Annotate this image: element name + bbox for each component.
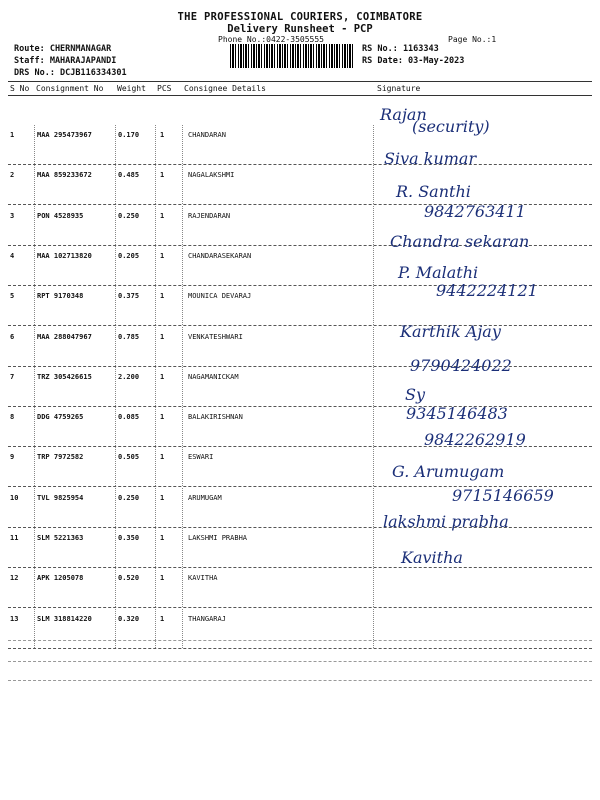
- column-divider: [373, 568, 374, 607]
- row-pcs: 1: [160, 211, 165, 220]
- route-label: Route: CHERNMANAGAR: [14, 44, 112, 54]
- row-consignee: VENKATESHWARI: [188, 332, 243, 341]
- column-divider: [182, 367, 183, 406]
- row-pcs: 1: [160, 493, 165, 502]
- column-divider: [155, 568, 156, 607]
- col-sno: S No: [10, 84, 30, 93]
- row-signature: Rajan: [380, 105, 427, 124]
- rs-date: RS Date: 03-May-2023: [362, 56, 465, 66]
- column-divider: [182, 165, 183, 204]
- row-sno: 12: [10, 574, 19, 583]
- row-separator: [8, 607, 592, 608]
- row-sno: 13: [10, 614, 19, 623]
- row-sno: 4: [10, 251, 15, 260]
- col-consignment: Consignment No: [36, 84, 104, 93]
- column-divider: [182, 568, 183, 607]
- column-divider: [115, 407, 116, 446]
- row-consignee: RAJENDARAN: [188, 211, 231, 220]
- row-pcs: 1: [160, 332, 165, 341]
- row-consignee: MOUNICA DEVARAJ: [188, 292, 252, 301]
- row-signature-note: 9345146483: [406, 404, 508, 423]
- row-weight: 0.320: [118, 614, 140, 623]
- column-divider: [115, 609, 116, 648]
- row-weight: 0.485: [118, 171, 140, 180]
- column-divider: [373, 206, 374, 245]
- row-signature-note: 9715146659: [452, 486, 554, 505]
- column-divider: [155, 246, 156, 285]
- column-divider: [373, 488, 374, 527]
- row-signature-note: (security): [412, 117, 490, 136]
- phone-number: Phone No.:0422-3505555: [218, 35, 324, 44]
- column-divider: [155, 528, 156, 567]
- row-sno: 1: [10, 131, 15, 139]
- row-signature: lakshmi prabha: [383, 512, 509, 531]
- row-weight: 0.375: [118, 292, 140, 301]
- row-sno: 3: [10, 211, 15, 220]
- column-divider: [182, 528, 183, 567]
- row-weight: 2.200: [118, 372, 140, 381]
- row-consignee: BALAKIRISHNAN: [188, 413, 243, 422]
- column-divider: [34, 568, 35, 607]
- rs-number: RS No.: 1163343: [362, 44, 439, 54]
- row-signature: G. Arumugam: [392, 462, 505, 481]
- row-pcs: 1: [160, 131, 165, 139]
- row-consignee: ARUMUGAM: [188, 493, 222, 502]
- row-sno: 10: [10, 493, 19, 502]
- row-consignment: MAA 859233672: [37, 171, 92, 180]
- row-signature: P. Malathi: [398, 263, 479, 282]
- row-weight: 0.085: [118, 413, 140, 422]
- column-divider: [155, 327, 156, 366]
- column-divider: [115, 327, 116, 366]
- row-separator: [8, 648, 592, 649]
- row-signature: Siva kumar: [384, 149, 477, 168]
- column-divider: [373, 528, 374, 567]
- row-pcs: 1: [160, 292, 165, 301]
- column-divider: [155, 286, 156, 325]
- row-sno: 8: [10, 413, 15, 422]
- row-weight: 0.520: [118, 574, 140, 583]
- row-pcs: 1: [160, 413, 165, 422]
- column-divider: [373, 447, 374, 486]
- row-consignment: MAA 295473967: [37, 131, 92, 139]
- row-pcs: 1: [160, 251, 165, 260]
- row-consignment: RPT 9170348: [37, 292, 84, 301]
- column-divider: [155, 165, 156, 204]
- row-consignment: TRP 7972582: [37, 453, 84, 462]
- row-signature: Sy: [405, 385, 425, 404]
- column-divider: [34, 206, 35, 245]
- row-separator: [8, 567, 592, 568]
- row-consignee: NAGAMANICKAM: [188, 372, 239, 381]
- column-divider: [115, 367, 116, 406]
- row-consignee: NAGALAKSHMI: [188, 171, 235, 180]
- column-divider: [373, 407, 374, 446]
- row-sno: 2: [10, 171, 15, 180]
- company-title: THE PROFESSIONAL COURIERS, COIMBATORE: [177, 11, 423, 23]
- col-weight: Weight: [117, 84, 146, 93]
- column-divider: [155, 488, 156, 527]
- row-signature: R. Santhi: [396, 182, 471, 201]
- column-divider: [115, 206, 116, 245]
- column-divider: [182, 407, 183, 446]
- column-divider: [115, 447, 116, 486]
- row-consignment: SLM 5221363: [37, 534, 84, 542]
- row-consignment: TRZ 305426615: [37, 372, 92, 381]
- column-divider: [182, 327, 183, 366]
- row-consignment: MAA 288047967: [37, 332, 92, 341]
- header-rule-top: [8, 81, 592, 82]
- row-sno: 11: [10, 534, 19, 542]
- column-divider: [155, 407, 156, 446]
- row-consignment: PON 4528935: [37, 211, 84, 220]
- column-divider: [373, 165, 374, 204]
- row-separator: [8, 325, 592, 326]
- column-divider: [115, 246, 116, 285]
- row-consignee: CHANDARASEKARAN: [188, 251, 252, 260]
- row-signature-note: 9842763411: [424, 202, 526, 221]
- column-divider: [34, 488, 35, 527]
- row-sno: 7: [10, 372, 15, 381]
- column-divider: [182, 286, 183, 325]
- row-weight: 0.785: [118, 332, 140, 341]
- column-divider: [182, 125, 183, 164]
- row-weight: 0.250: [118, 493, 140, 502]
- row-sno: 6: [10, 332, 15, 341]
- column-divider: [182, 447, 183, 486]
- row-pcs: 1: [160, 171, 165, 180]
- column-divider: [34, 528, 35, 567]
- column-divider: [155, 125, 156, 164]
- column-divider: [155, 447, 156, 486]
- header-rule-bottom: [8, 95, 592, 96]
- column-divider: [182, 609, 183, 648]
- column-divider: [155, 609, 156, 648]
- row-consignment: TVL 9825954: [37, 493, 84, 502]
- row-consignee: ESWARI: [188, 453, 214, 462]
- row-weight: 0.505: [118, 453, 140, 462]
- column-divider: [373, 609, 374, 648]
- col-signature: Signature: [377, 84, 421, 93]
- column-divider: [34, 246, 35, 285]
- row-pcs: 1: [160, 372, 165, 381]
- column-divider: [155, 206, 156, 245]
- barcode: [230, 44, 355, 68]
- column-divider: [34, 125, 35, 164]
- column-divider: [34, 407, 35, 446]
- column-divider: [34, 447, 35, 486]
- staff-label: Staff: MAHARAJAPANDI: [14, 56, 117, 66]
- row-pcs: 1: [160, 614, 165, 623]
- blank-rule: [8, 661, 592, 662]
- row-pcs: 1: [160, 574, 165, 583]
- column-divider: [373, 327, 374, 366]
- column-divider: [373, 246, 374, 285]
- row-signature: Karthik Ajay: [400, 322, 501, 341]
- column-divider: [115, 488, 116, 527]
- row-consignee: THANGARAJ: [188, 614, 226, 623]
- row-consignee: LAKSHMI PRABHA: [188, 534, 248, 542]
- row-consignment: APK 1205078: [37, 574, 84, 583]
- row-weight: 0.205: [118, 251, 140, 260]
- row-signature-note: 9790424022: [410, 356, 512, 375]
- row-weight: 0.170: [118, 131, 140, 139]
- row-consignee: CHANDARAN: [188, 131, 226, 139]
- column-divider: [182, 246, 183, 285]
- column-divider: [182, 206, 183, 245]
- row-signature-note: 9442224121: [436, 281, 538, 300]
- row-separator: [8, 164, 592, 165]
- row-consignment: DDG 4759265: [37, 413, 84, 422]
- row-consignment: SLM 318814220: [37, 614, 92, 623]
- runsheet-title: Delivery Runsheet - PCP: [227, 23, 373, 35]
- row-weight: 0.250: [118, 211, 140, 220]
- col-pcs: PCS: [157, 84, 172, 93]
- column-divider: [115, 165, 116, 204]
- col-consignee: Consignee Details: [184, 84, 266, 93]
- column-divider: [182, 488, 183, 527]
- row-sno: 9: [10, 453, 15, 462]
- row-consignment: MAA 102713820: [37, 251, 92, 260]
- column-divider: [34, 609, 35, 648]
- column-divider: [34, 286, 35, 325]
- drs-number: DRS No.: DCJB116334301: [14, 68, 127, 78]
- column-divider: [155, 367, 156, 406]
- column-divider: [373, 286, 374, 325]
- column-divider: [115, 568, 116, 607]
- row-consignee: KAVITHA: [188, 574, 218, 583]
- blank-rule: [8, 680, 592, 681]
- column-divider: [373, 125, 374, 164]
- column-divider: [115, 286, 116, 325]
- blank-rule: [8, 640, 592, 641]
- column-divider: [373, 367, 374, 406]
- page-number: Page No.:1: [448, 35, 497, 44]
- row-pcs: 1: [160, 453, 165, 462]
- column-divider: [34, 165, 35, 204]
- column-divider: [34, 327, 35, 366]
- row-weight: 0.350: [118, 534, 140, 542]
- row-signature: 9842262919: [424, 430, 526, 449]
- row-sno: 5: [10, 292, 15, 301]
- row-signature: Chandra sekaran: [390, 232, 530, 251]
- column-divider: [115, 125, 116, 164]
- column-divider: [115, 528, 116, 567]
- column-divider: [34, 367, 35, 406]
- row-signature: Kavitha: [401, 548, 463, 567]
- row-pcs: 1: [160, 534, 165, 542]
